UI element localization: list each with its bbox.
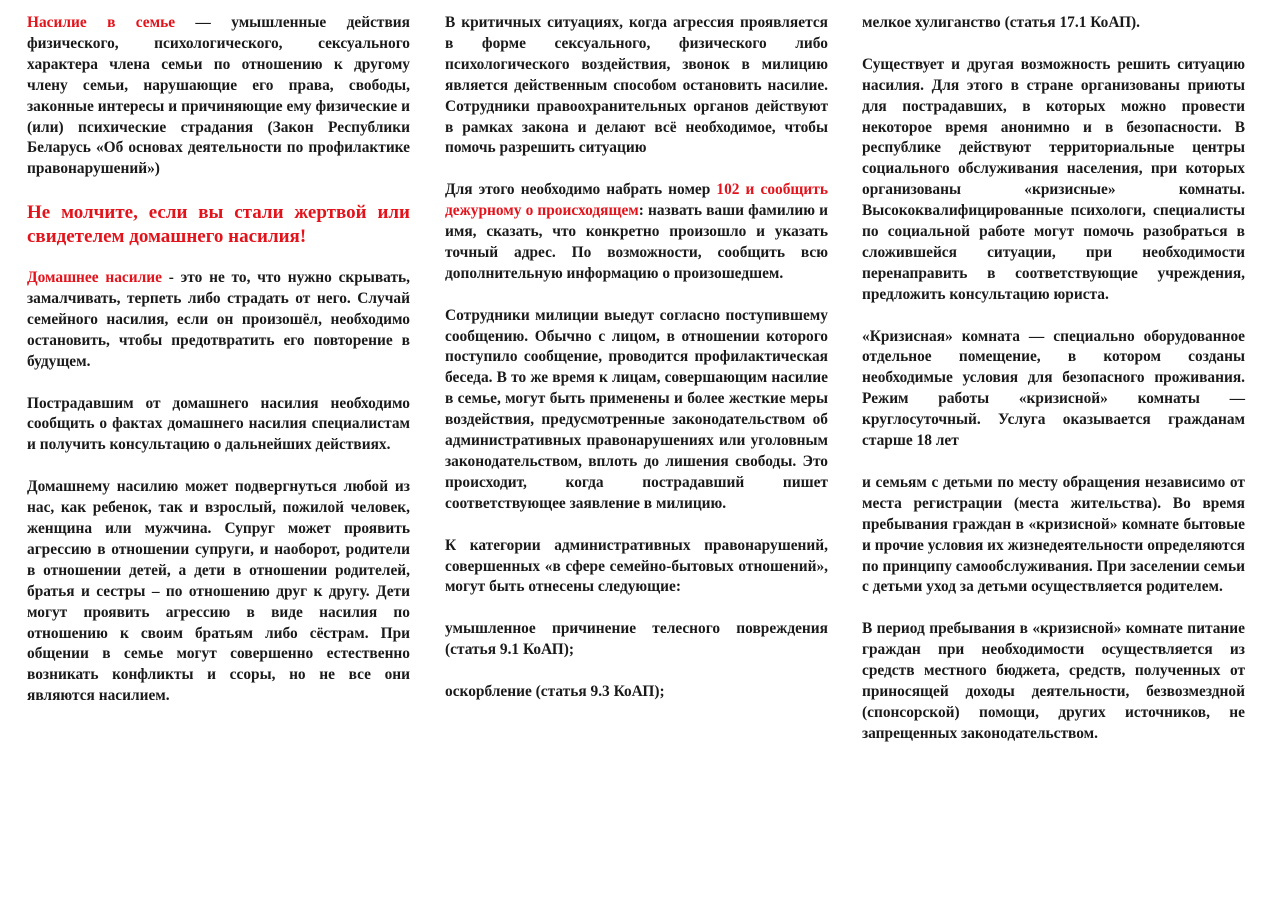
column-left	[27, 13, 410, 728]
call-to-action-heading: Не молчите, если вы стали жертвой или свидетелем домашнего насилия!	[27, 202, 410, 247]
definition-text: — умышленные действия физического, психологического, сексуального характера члена семьи по отношению к другому члену семьи, нарушающие его права, свободы, законные интересы и причиняющие ему физические и (или) психические страдания (Закон Республики Беларусь «Об основах деятельности по профилактике правонарушений»)	[27, 14, 410, 178]
column-right	[862, 13, 1245, 766]
dial-instructions-text: : назвать ваши фамилию и имя, сказать, что конкретно произошло и указать точный адрес. По возможности, сообщить всю дополнительную информацию о произошедшем.	[445, 202, 828, 282]
dial-102-paragraph	[445, 180, 828, 285]
dial-lead-text: Для этого необходимо набрать номер	[445, 181, 717, 199]
crisis-room-definition-paragraph: «Кризисная» комната — специально оборудованное отдельное помещение, в котором созданы необходимые условия для безопасного проживания. Режим работы «кризисной» комнаты — круглосуточный. Услуга оказывается гражданам старше 18 лет	[862, 327, 1245, 450]
crisis-room-meals-paragraph: В период пребывания в «кризисной» комнате питание граждан при необходимости осуществляется из средств местного бюджета, средств, полученных от приносящей доходы деятельности, безвозмездной (спонсорской) помощи, других источников, не запрещенных законодательством.	[862, 620, 1245, 742]
domestic-violence-text: - это не то, что нужно скрывать, замалчивать, терпеть либо страдать от него. Случай семейного насилия, если он произошёл, необходимо остановить, чтобы предотвратить его повторение в будущем.	[27, 269, 410, 370]
emergency-number-text: 102 и сообщить дежурному о происходящем	[445, 181, 828, 220]
offense-item-injury: умышленное причинение телесного повреждения (статья 9.1 КоАП);	[445, 620, 828, 659]
domestic-violence-paragraph	[27, 268, 410, 373]
police-call-paragraph: В критичных ситуациях, когда агрессия проявляется в форме сексуального, физического либо психологического воздействия, звонок в милицию является действенным способом остановить насилие. Сотрудники правоохранительных органов действуют в рамках закона и делают всё необходимое, чтобы помочь разрешить ситуацию	[445, 14, 828, 157]
victims-paragraph: Пострадавшим от домашнего насилия необходимо сообщить о фактах домашнего насилия специалистам и получить консультацию о дальнейших действиях.	[27, 394, 410, 454]
offense-item-insult: оскорбление (статья 9.3 КоАП);	[445, 682, 665, 700]
offense-category-paragraph: К категории административных правонарушений, совершенных «в сфере семейно-бытовых отношений», могут быть отнесены следующие:	[445, 536, 828, 596]
police-response-paragraph: Сотрудники милиции выедут согласно поступившему сообщению. Обычно с лицом, в отношении которого поступило сообщение, проводится профилактическая беседа. В то же время к лицам, совершающим насилие в семье, могут быть применены и более жесткие меры воздействия, предусмотренные законодательством об административных правонарушениях или уголовным законодательством, вплоть до лишения свободы. Это происходит, когда пострадавший пишет соответствующее заявление в милицию.	[445, 306, 828, 512]
term-family-violence: Насилие в семье	[27, 14, 176, 31]
column-middle	[445, 13, 828, 724]
shelters-paragraph: Существует и другая возможность решить ситуацию насилия. Для этого в стране организованы приюты для пострадавших, в которых можно провести некоторое время анонимно и в безопасности. В республике действуют территориальные центры социального обслуживания населения, при которых организованы «кризисные» комнаты. Высококвалифицированные психологи, специалисты по социальной работе могут помочь разобраться в сложившейся ситуации, при необходимости перенаправить в соответствующие учреждения, предложить консультацию юриста.	[862, 55, 1245, 303]
term-domestic-violence: Домашнее насилие	[27, 269, 162, 287]
anyone-paragraph: Домашнему насилию может подвергнуться любой из нас, как ребенок, так и взрослый, пожилой человек, женщина или мужчина. Супруг может проявить агрессию в отношении супруги, и наоборот, родители в отношении детей, а дети в отношении родителей, братья и сестры – по отношению друг к другу. Дети могут проявить агрессию в виде насилия по отношению к своим братьям либо сёстрам. При общении в семье могут совершенно естественно возникать конфликты и ссоры, но не все они являются насилием.	[27, 478, 410, 705]
crisis-room-conditions-paragraph: и семьям с детьми по месту обращения независимо от места регистрации (места жительства). Во время пребывания граждан в «кризисной» комнате бытовые и прочие условия их жизнедеятельности определяются по принципу самообслуживания. При заселении семьи с детьми уход за детьми осуществляется родителем.	[862, 473, 1245, 596]
offense-item-hooliganism: мелкое хулиганство (статья 17.1 КоАП).	[862, 14, 1141, 31]
definition-paragraph	[27, 13, 410, 180]
